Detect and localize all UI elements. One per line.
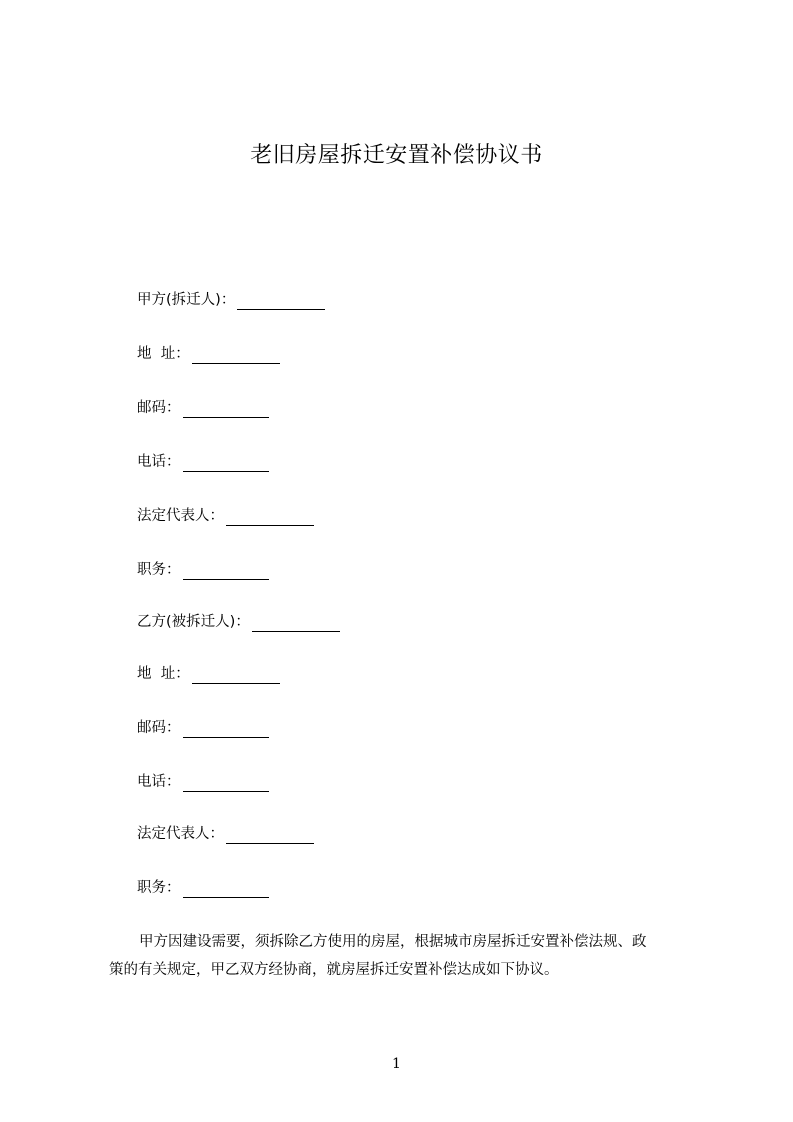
party-b-postcode-label: 邮码： — [137, 720, 181, 736]
document-title: 老旧房屋拆迁安置补偿协议书 — [250, 143, 543, 168]
intro-paragraph-line-2: 策的有关规定，甲乙双方经协商，就房屋拆迁安置补偿达成如下协议。 — [109, 962, 559, 978]
party-a-postcode-blank — [183, 401, 269, 418]
party-b-postcode-field — [137, 718, 269, 738]
party-b-phone-blank — [183, 775, 269, 792]
party-a-postcode-label: 邮码： — [137, 400, 181, 416]
party-b-address-label: 地 址： — [137, 666, 190, 682]
party-b-address-blank — [192, 667, 280, 684]
party-a-phone-field — [137, 452, 269, 472]
party-a-address-field — [137, 344, 280, 364]
party-b-address-field — [137, 664, 280, 684]
party-b-legal-rep-label: 法定代表人： — [137, 826, 224, 842]
party-a-label: 甲方(拆迁人)： — [137, 292, 236, 308]
party-b-field — [137, 612, 340, 632]
party-a-legal-rep-label: 法定代表人： — [137, 508, 224, 524]
party-a-legal-rep-field — [137, 506, 314, 526]
party-b-legal-rep-field — [137, 824, 314, 844]
party-a-blank — [237, 293, 325, 310]
party-a-position-blank — [183, 563, 269, 580]
party-b-phone-field — [137, 772, 269, 792]
party-a-address-blank — [192, 347, 280, 364]
party-a-phone-label: 电话： — [137, 454, 181, 470]
party-b-label: 乙方(被拆迁人)： — [137, 614, 250, 630]
intro-paragraph-line-1: 甲方因建设需要，须拆除乙方使用的房屋，根据城市房屋拆迁安置补偿法规、政 — [139, 934, 647, 950]
party-a-legal-rep-blank — [226, 509, 314, 526]
party-a-address-label: 地 址： — [137, 346, 190, 362]
party-a-postcode-field — [137, 398, 269, 418]
party-a-phone-blank — [183, 455, 269, 472]
page-number: 1 — [392, 1056, 401, 1072]
intro-paragraph — [109, 928, 715, 984]
party-b-phone-label: 电话： — [137, 774, 181, 790]
party-b-position-label: 职务： — [137, 880, 181, 896]
party-a-field — [137, 290, 325, 310]
party-b-position-field — [137, 878, 269, 898]
party-a-position-label: 职务： — [137, 562, 181, 578]
party-b-legal-rep-blank — [226, 827, 314, 844]
party-b-postcode-blank — [183, 721, 269, 738]
party-b-blank — [252, 615, 340, 632]
party-a-position-field — [137, 560, 269, 580]
party-b-position-blank — [183, 881, 269, 898]
